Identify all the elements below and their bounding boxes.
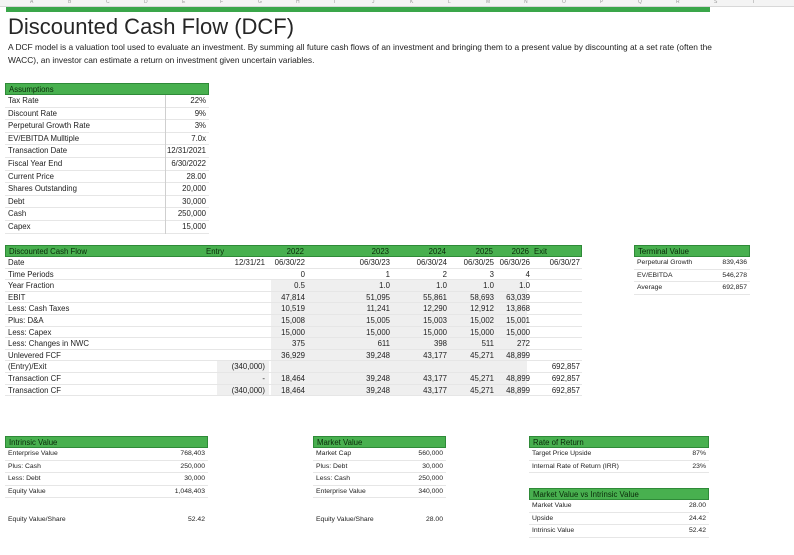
row-value[interactable]: 6/30/2022: [171, 159, 206, 168]
table-row: [529, 525, 709, 538]
exit-value[interactable]: 692,857: [551, 362, 580, 372]
entry-value[interactable]: -: [262, 374, 265, 383]
row-label[interactable]: Capex: [8, 222, 31, 231]
dcf-row: [5, 338, 582, 350]
table-row: [5, 171, 209, 184]
row-value[interactable]: 839,436: [722, 259, 747, 266]
dcf-row: [5, 361, 582, 373]
row-label[interactable]: Less: Cash Taxes: [8, 304, 70, 314]
row-value[interactable]: 22%: [190, 96, 206, 105]
row-label[interactable]: Less: Capex: [8, 327, 52, 337]
year-value[interactable]: 15,002: [470, 316, 494, 325]
column-letter[interactable]: Q: [638, 0, 642, 5]
table-row: [5, 108, 209, 121]
block-header[interactable]: Rate of Return: [529, 436, 709, 448]
column-letter[interactable]: I: [334, 0, 336, 5]
year-value[interactable]: 43,177: [423, 374, 447, 383]
year-value[interactable]: 18,464: [281, 385, 305, 395]
column-letter[interactable]: O: [562, 0, 566, 5]
row-value[interactable]: 30,000: [422, 462, 443, 470]
column-letter[interactable]: G: [258, 0, 262, 5]
row-label[interactable]: Transaction CF: [8, 385, 62, 395]
year-value[interactable]: 1.0: [483, 281, 494, 291]
exit-header[interactable]: Exit: [534, 247, 547, 256]
row-value[interactable]: 768,403: [180, 450, 205, 457]
year-header[interactable]: 2024: [428, 247, 446, 256]
description[interactable]: A DCF model is a valuation tool used to evaluate an investment. By summing all future cash flows of an investment and bringing them to a present value by discounting at a set rate (often the WACC), an investor can estimate a return on investment given uncertain variables.: [8, 42, 712, 65]
row-label[interactable]: Target Price Upside: [532, 450, 592, 457]
table-row: [5, 461, 208, 474]
column-letter[interactable]: H: [296, 0, 300, 5]
year-value[interactable]: 611: [377, 339, 390, 349]
table-row: [5, 486, 208, 499]
year-value[interactable]: 13,868: [506, 304, 530, 314]
row-label[interactable]: Time Periods: [8, 269, 54, 279]
table-row: [5, 95, 209, 108]
year-value[interactable]: 10,519: [281, 304, 305, 314]
row-label[interactable]: Discount Rate: [8, 108, 57, 118]
year-value[interactable]: 45,271: [470, 385, 494, 395]
dcf-row: [5, 385, 582, 397]
year-value[interactable]: 511: [481, 339, 494, 349]
row-label[interactable]: Transaction CF: [8, 374, 62, 383]
cell-divider: [165, 95, 166, 108]
year-value[interactable]: 0.5: [294, 281, 305, 291]
row-value[interactable]: 30,000: [184, 475, 205, 483]
year-value[interactable]: 55,861: [423, 292, 447, 302]
year-value[interactable]: 1.0: [436, 281, 447, 291]
dcf-row: [5, 257, 582, 269]
year-value[interactable]: 36,929: [281, 350, 305, 360]
year-value[interactable]: 2: [442, 269, 447, 279]
dcf-row: [5, 269, 582, 281]
row-value[interactable]: 12/31/2021: [166, 146, 206, 156]
exit-value[interactable]: 692,857: [551, 374, 580, 383]
entry-value[interactable]: 12/31/21: [234, 258, 265, 267]
table-row: [5, 448, 208, 461]
row-value[interactable]: 250,000: [177, 209, 206, 219]
row-label[interactable]: Upside: [532, 514, 554, 522]
row-label[interactable]: EBIT: [8, 292, 26, 302]
row-label[interactable]: Equity Value: [8, 487, 46, 495]
row-value[interactable]: 24.42: [688, 514, 706, 522]
cell-divider: [165, 221, 166, 234]
table-row: [313, 448, 446, 461]
per-share-row: [5, 514, 208, 527]
row-label[interactable]: Tax Rate: [8, 96, 39, 105]
table-row: [313, 461, 446, 474]
table-row: [529, 513, 709, 526]
cell-divider: [165, 133, 166, 146]
year-value[interactable]: 15,003: [423, 316, 447, 325]
year-value[interactable]: 45,271: [470, 350, 494, 360]
row-value[interactable]: 692,857: [722, 284, 747, 292]
table-row: [634, 257, 750, 270]
row-label[interactable]: Less: Cash: [316, 475, 351, 483]
row-label[interactable]: Debt: [8, 196, 25, 206]
year-value[interactable]: 15,000: [470, 327, 494, 337]
row-label[interactable]: Unlevered FCF: [8, 350, 61, 360]
year-header[interactable]: 2026: [511, 247, 529, 256]
dcf-row: [5, 315, 582, 327]
row-label[interactable]: Date: [8, 258, 25, 267]
column-letter[interactable]: E: [182, 0, 186, 5]
row-value[interactable]: 250,000: [180, 462, 205, 470]
year-value[interactable]: 06/30/25: [463, 258, 494, 267]
column-letter[interactable]: S: [714, 0, 718, 5]
row-label[interactable]: EV/EBITDA: [637, 271, 673, 279]
dcf-row: [5, 303, 582, 315]
row-label[interactable]: Year Fraction: [8, 281, 55, 291]
dcf-row: [5, 280, 582, 292]
cell-divider: [165, 145, 166, 158]
year-value[interactable]: 15,000: [423, 327, 447, 337]
year-value[interactable]: 4: [525, 269, 530, 279]
row-value[interactable]: 87%: [692, 450, 706, 457]
column-letter[interactable]: C: [106, 0, 110, 5]
column-letter[interactable]: F: [220, 0, 224, 5]
year-header[interactable]: 2022: [286, 247, 304, 256]
row-value[interactable]: 30,000: [182, 196, 206, 206]
dcf-header[interactable]: [5, 245, 582, 257]
year-value[interactable]: 51,095: [366, 292, 390, 302]
row-label[interactable]: Less: Changes in NWC: [8, 339, 90, 349]
column-letter[interactable]: B: [68, 0, 72, 5]
column-letter[interactable]: A: [30, 0, 34, 5]
value-shade: [271, 361, 527, 372]
year-value[interactable]: 39,248: [366, 350, 390, 360]
dcf-row: [5, 350, 582, 362]
row-label[interactable]: Plus: Debt: [316, 462, 348, 470]
year-value[interactable]: 15,005: [366, 316, 390, 325]
row-value[interactable]: 340,000: [418, 487, 443, 495]
row-label[interactable]: Less: Debt: [8, 475, 41, 483]
row-label[interactable]: Cash: [8, 209, 27, 219]
table-row: [634, 270, 750, 283]
row-value[interactable]: 23%: [692, 462, 706, 470]
year-value[interactable]: 15,000: [281, 327, 305, 337]
row-value[interactable]: 28.00: [688, 502, 706, 509]
exit-value[interactable]: 06/30/27: [549, 258, 580, 267]
year-value[interactable]: 39,248: [366, 385, 390, 395]
row-value[interactable]: 546,278: [722, 271, 747, 279]
year-value[interactable]: 1: [385, 269, 390, 279]
cell-divider: [165, 108, 166, 121]
year-value[interactable]: 398: [433, 339, 447, 349]
entry-shade: [217, 373, 269, 384]
row-label[interactable]: Perpetural Growth: [637, 259, 693, 266]
dcf-title[interactable]: Discounted Cash Flow: [9, 247, 88, 256]
year-value[interactable]: 12,912: [470, 304, 494, 314]
year-value[interactable]: 15,001: [506, 316, 530, 325]
year-value[interactable]: 06/30/22: [274, 258, 305, 267]
row-label[interactable]: Enterprise Value: [8, 450, 58, 457]
table-row: [5, 120, 209, 133]
table-row: [5, 133, 209, 146]
year-value[interactable]: 3: [489, 269, 494, 279]
year-value[interactable]: 58,693: [470, 292, 494, 302]
year-value[interactable]: 43,177: [423, 385, 447, 395]
exit-value[interactable]: 692,857: [551, 385, 580, 395]
row-value[interactable]: 15,000: [182, 222, 206, 231]
page-title[interactable]: Discounted Cash Flow (DCF): [8, 14, 295, 39]
column-letter[interactable]: L: [448, 0, 451, 5]
table-row: [5, 473, 208, 486]
row-value[interactable]: 28.00: [186, 171, 206, 181]
column-letter[interactable]: N: [524, 0, 528, 5]
per-share-row: [313, 514, 446, 527]
year-value[interactable]: 63,039: [506, 292, 530, 302]
table-row: [5, 196, 209, 209]
year-header[interactable]: 2023: [371, 247, 389, 256]
table-row: [313, 473, 446, 486]
column-letter[interactable]: R: [676, 0, 680, 5]
entry-value[interactable]: (340,000): [231, 385, 265, 395]
year-value[interactable]: 11,241: [366, 304, 390, 314]
year-value[interactable]: 43,177: [423, 350, 447, 360]
row-label[interactable]: Enterprise Value: [316, 487, 366, 495]
entry-value[interactable]: (340,000): [231, 362, 265, 372]
year-value[interactable]: 48,899: [506, 385, 530, 395]
row-label[interactable]: Equity Value/Share: [8, 516, 66, 523]
row-label[interactable]: EV/EBITDA Mulltiple: [8, 133, 80, 143]
table-row: [5, 183, 209, 196]
cell-divider: [165, 196, 166, 209]
title-green-bar: [6, 7, 710, 12]
cell-divider: [165, 158, 166, 171]
year-value[interactable]: 15,000: [506, 327, 530, 337]
cell-divider: [165, 120, 166, 133]
row-label[interactable]: Intrinsic Value: [532, 527, 575, 535]
row-value[interactable]: 250,000: [418, 475, 443, 483]
year-value[interactable]: 0: [300, 269, 305, 279]
row-value[interactable]: 28.00: [425, 516, 443, 523]
cell-divider: [165, 208, 166, 221]
row-label[interactable]: Current Price: [8, 171, 54, 181]
row-value[interactable]: 3%: [194, 121, 206, 131]
year-value[interactable]: 48,899: [506, 350, 530, 360]
year-value[interactable]: 45,271: [470, 374, 494, 383]
row-value[interactable]: 52.42: [688, 527, 706, 535]
dcf-row: [5, 373, 582, 385]
row-value[interactable]: 7.0x: [191, 133, 206, 143]
row-label[interactable]: Market Cap: [316, 450, 352, 457]
year-value[interactable]: 15,000: [366, 327, 390, 337]
row-label[interactable]: Market Value: [532, 502, 572, 509]
table-row: [529, 448, 709, 461]
year-value[interactable]: 272: [516, 339, 530, 349]
year-value[interactable]: 15,008: [281, 316, 305, 325]
year-value[interactable]: 12,290: [423, 304, 447, 314]
row-label[interactable]: Shares Outstanding: [8, 184, 77, 194]
year-value[interactable]: 06/30/26: [499, 258, 530, 267]
table-row: [529, 500, 709, 513]
table-row: [529, 461, 709, 474]
block-header[interactable]: Market Value: [313, 436, 446, 448]
row-label[interactable]: Fiscal Year End: [8, 159, 63, 168]
table-row: [5, 145, 209, 158]
row-label[interactable]: Transaction Date: [8, 146, 68, 156]
table-row: [5, 158, 209, 171]
column-letter[interactable]: D: [144, 0, 148, 5]
year-value[interactable]: 06/30/23: [359, 258, 390, 267]
row-label[interactable]: Perpetural Growth Rate: [8, 121, 90, 131]
year-value[interactable]: 18,464: [281, 374, 305, 383]
year-value[interactable]: 39,248: [366, 374, 390, 383]
column-letter[interactable]: M: [486, 0, 491, 5]
year-value[interactable]: 1.0: [519, 281, 530, 291]
table-row: [634, 282, 750, 295]
row-label[interactable]: Plus: D&A: [8, 316, 44, 325]
column-header-strip[interactable]: [0, 0, 794, 7]
dcf-row: [5, 327, 582, 339]
row-label[interactable]: Equity Value/Share: [316, 516, 374, 523]
table-row: [313, 486, 446, 499]
row-value[interactable]: 1,048,403: [174, 487, 205, 495]
column-letter[interactable]: J: [372, 0, 375, 5]
row-value[interactable]: 560,000: [418, 450, 443, 457]
column-letter[interactable]: T: [752, 0, 756, 5]
row-label[interactable]: Plus: Cash: [8, 462, 41, 470]
cell-divider: [165, 183, 166, 196]
entry-header[interactable]: Entry: [206, 247, 225, 256]
column-letter[interactable]: K: [410, 0, 414, 5]
year-value[interactable]: 1.0: [379, 281, 390, 291]
year-value[interactable]: 47,814: [281, 292, 305, 302]
row-value[interactable]: 9%: [194, 108, 206, 118]
dcf-row: [5, 292, 582, 304]
row-label[interactable]: (Entry)/Exit: [8, 362, 47, 372]
table-row: [5, 208, 209, 221]
year-value[interactable]: 06/30/24: [416, 258, 447, 267]
row-label[interactable]: Internal Rate of Return (IRR): [532, 462, 619, 470]
cell-divider: [165, 171, 166, 184]
row-label[interactable]: Average: [637, 284, 663, 292]
block-header[interactable]: Market Value vs Intrinsic Value: [529, 488, 709, 500]
table-row: [5, 221, 209, 234]
row-value[interactable]: 20,000: [182, 184, 206, 194]
row-value[interactable]: 52.42: [187, 516, 205, 523]
block-header[interactable]: Terminal Value: [634, 245, 750, 257]
column-letter[interactable]: P: [600, 0, 604, 5]
year-value[interactable]: 48,899: [506, 374, 530, 383]
block-header[interactable]: Assumptions: [5, 83, 209, 95]
block-header[interactable]: Intrinsic Value: [5, 436, 208, 448]
year-value[interactable]: 375: [291, 339, 305, 349]
year-header[interactable]: 2025: [475, 247, 493, 256]
